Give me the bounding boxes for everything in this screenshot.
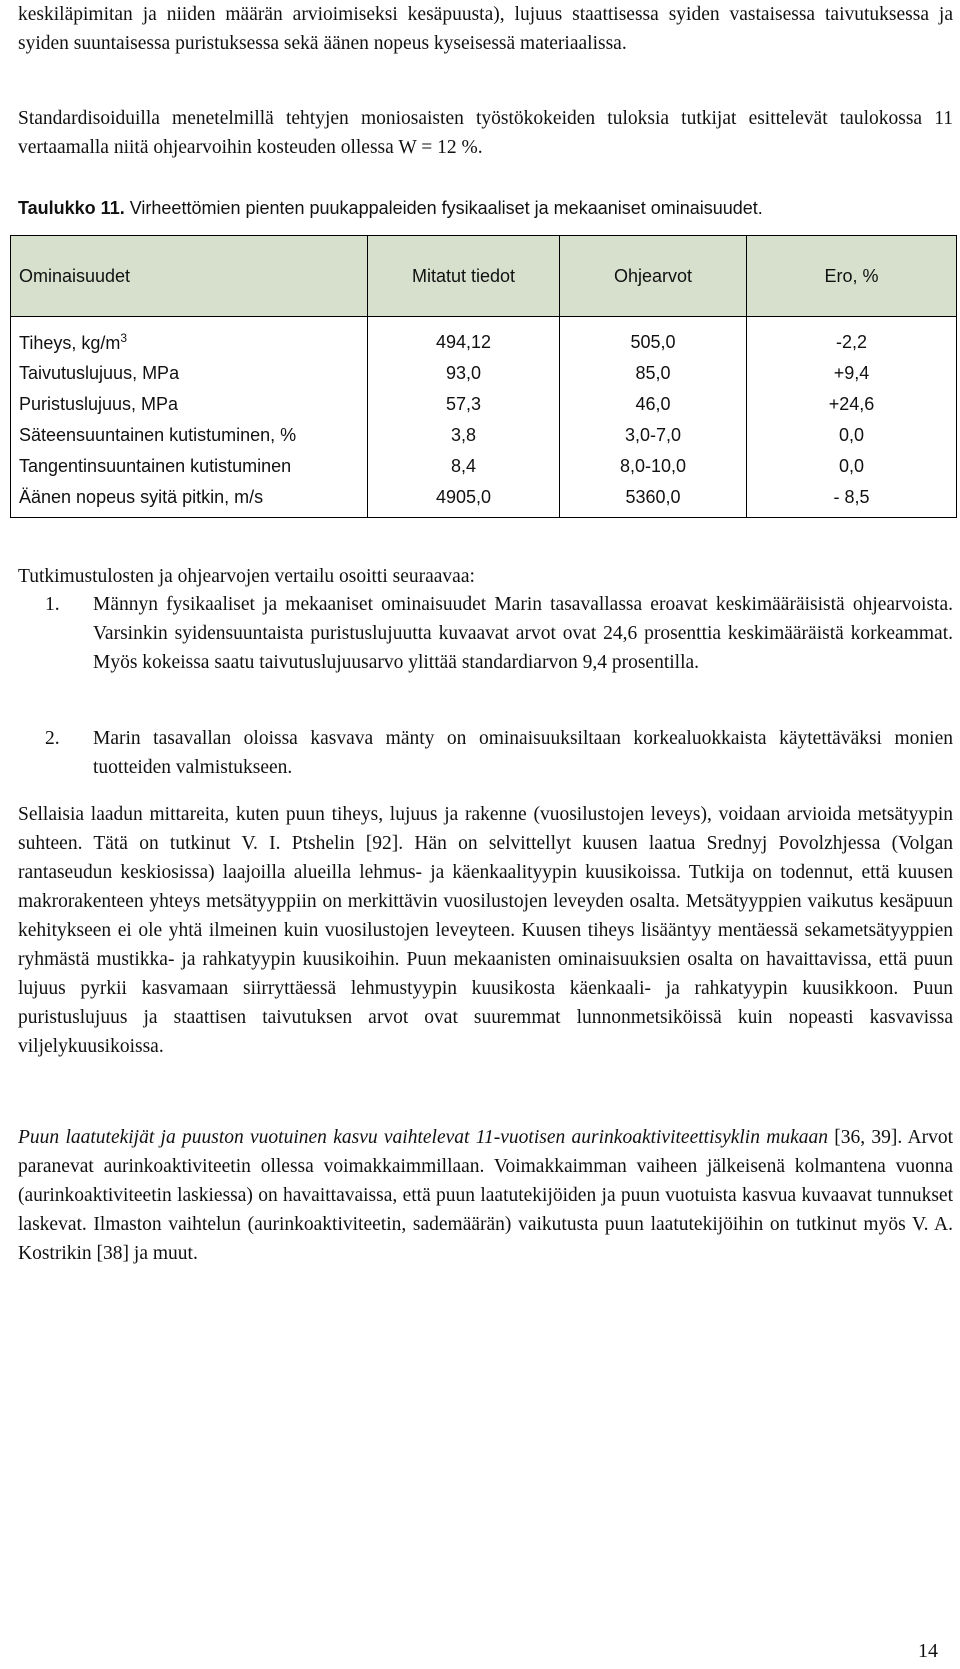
- comparison-intro: Tutkimustulosten ja ohjearvojen vertailu osoitti seuraavaa:: [18, 566, 475, 587]
- cell-diff: -2,2: [747, 317, 957, 359]
- cell-reference: 505,0: [560, 317, 747, 359]
- cell-property-text: Tiheys, kg/m: [19, 333, 121, 353]
- header-ohjearvot: Ohjearvot: [560, 236, 747, 317]
- cell-diff: +24,6: [747, 389, 957, 420]
- cell-reference: 5360,0: [560, 482, 747, 518]
- table-header-row: [11, 236, 957, 317]
- cell-measured: 8,4: [368, 451, 560, 482]
- list-item: [45, 590, 953, 677]
- body-paragraph-3: Sellaisia laadun mittareita, kuten puun tiheys, lujuus ja rakenne (vuosilustojen leveys), voidaan arvioida metsätyypin suhteen. Tätä on tutkinut V. I. Ptshelin [92]. Hän on selvittellyt kuusen laatua Srednyj Povolzhjessa (Volgan rantaseudun keskiosissa) laajoilla alueilla lehmus- ja käenkaalityypin kuusikoissa. Tutkija on todennut, että kuusen makrorakenteen yhteys metsätyyppiin on merkittävin vuosilustojen leveyden osalta. Metsätyyppien vaikutus kesäpuun kehitykseen ei ole yhtä ilmeinen kuin vuosilustojen leveyteen. Kuusen tiheys lisääntyy mentäessä sekametsätyyppien ryhmästä mustikka- ja rahkatyypin kuusikoihin. Puun mekaanisten ominaisuuksien osalta on havaittavissa, että puun lujuus pyrkii kasvamaan siirryttäessä lehmustyypin kuusikosta käenkaali- ja rahkatyypin kuusikkoon. Puun puristuslujuus ja staattisen taivutuksen arvot ovat suuremmat lunnonmetsiköissä kuin nopeasti kasvavissa viljelykuusikoissa.: [18, 804, 953, 1057]
- list-item: [45, 724, 953, 782]
- cell-diff: - 8,5: [747, 482, 957, 518]
- cell-reference: 3,0-7,0: [560, 420, 747, 451]
- body-paragraph-4: [18, 1123, 953, 1268]
- table-row: [11, 389, 957, 420]
- intro-paragraph-1: keskiläpimitan ja niiden määrän arvioimiseksi kesäpuusta), lujuus staattisessa syiden vastaisessa taivutuksessa ja syiden suuntaisessa puristuksessa sekä äänen nopeus kyseisessä materiaalissa.: [18, 4, 953, 54]
- cell-property: Tangentinsuuntainen kutistuminen: [11, 451, 368, 482]
- cell-property: Äänen nopeus syitä pitkin, m/s: [11, 482, 368, 518]
- table-row: [11, 420, 957, 451]
- paragraph-4-rest: [36, 39]. Arvot paranevat aurinkoaktiviteetin ollessa voimakkaimmillaan. Voimakkaimman vaiheen jälkeisenä kolmantena vuonna (aurinkoaktiviteetin laskiessa) on havaittavaissa, että puun laatutekijöiden ja puun vuotuista kasvua kuvaavat tunnukset laskevat. Ilmaston vaihtelun (aurinkoaktiviteetin, sademäärän) vaikutusta puun laatutekijöihin on tutkinut myös V. A. Kostrikin [38] ja muut.: [18, 1127, 954, 1264]
- list-item-text: Marin tasavallan oloissa kasvava mänty on ominaisuuksiltaan korkealuokkaista käytettäväksi monien tuotteiden valmistukseen.: [93, 728, 953, 778]
- cell-property: Säteensuuntainen kutistuminen, %: [11, 420, 368, 451]
- intro-paragraph-2: Standardisoiduilla menetelmillä tehtyjen moniosaisten työstökokeiden tuloksia tutkijat esittelevät taulokossa 11 vertaamalla niitä ohjearvoihin kosteuden ollessa W = 12 %.: [18, 108, 953, 158]
- cell-reference: 46,0: [560, 389, 747, 420]
- cell-property: Taivutuslujuus, MPa: [11, 358, 368, 389]
- cell-reference: 8,0-10,0: [560, 451, 747, 482]
- table-caption-text: Virheettömien pienten puukappaleiden fysikaaliset ja mekaaniset ominaisuudet.: [129, 198, 763, 218]
- table-row: [11, 482, 957, 518]
- cell-measured: 3,8: [368, 420, 560, 451]
- list-item-number: 2.: [45, 728, 60, 749]
- header-ero: Ero, %: [747, 236, 957, 317]
- cell-diff: 0,0: [747, 420, 957, 451]
- paragraph-4-italic: Puun laatutekijät ja puuston vuotuinen kasvu vaihtelevat 11-vuotisen aurinkoaktiviteettisyklin mukaan: [18, 1127, 828, 1148]
- list-item-text: Männyn fysikaaliset ja mekaaniset ominaisuudet Marin tasavallassa eroavat keskimääräisistä ohjearvoista. Varsinkin syidensuuntaista puristuslujuutta kuvaavat arvot ovat 24,6 prosenttia keskimääräistä korkeammat. Myös kokeissa saatu taivutuslujuusarvo ylittää standardiarvon 9,4 prosentilla.: [93, 594, 953, 673]
- header-ominaisuudet: Ominaisuudet: [11, 236, 368, 317]
- table-caption-label: Taulukko 11.: [18, 198, 125, 218]
- header-mitatut-tiedot: Mitatut tiedot: [368, 236, 560, 317]
- cell-measured: 93,0: [368, 358, 560, 389]
- cell-property: [11, 317, 368, 359]
- cell-diff: 0,0: [747, 451, 957, 482]
- table-row: [11, 358, 957, 389]
- cell-measured: 4905,0: [368, 482, 560, 518]
- cell-reference: 85,0: [560, 358, 747, 389]
- cell-property-sup: 3: [120, 331, 128, 345]
- table-row: [11, 451, 957, 482]
- properties-table: [10, 235, 957, 518]
- page-number: 14: [918, 1640, 938, 1662]
- cell-diff: +9,4: [747, 358, 957, 389]
- table-row: [11, 317, 957, 359]
- table-caption: [18, 198, 763, 219]
- list-item-number: 1.: [45, 594, 60, 615]
- cell-property: Puristuslujuus, MPa: [11, 389, 368, 420]
- cell-measured: 494,12: [368, 317, 560, 359]
- cell-measured: 57,3: [368, 389, 560, 420]
